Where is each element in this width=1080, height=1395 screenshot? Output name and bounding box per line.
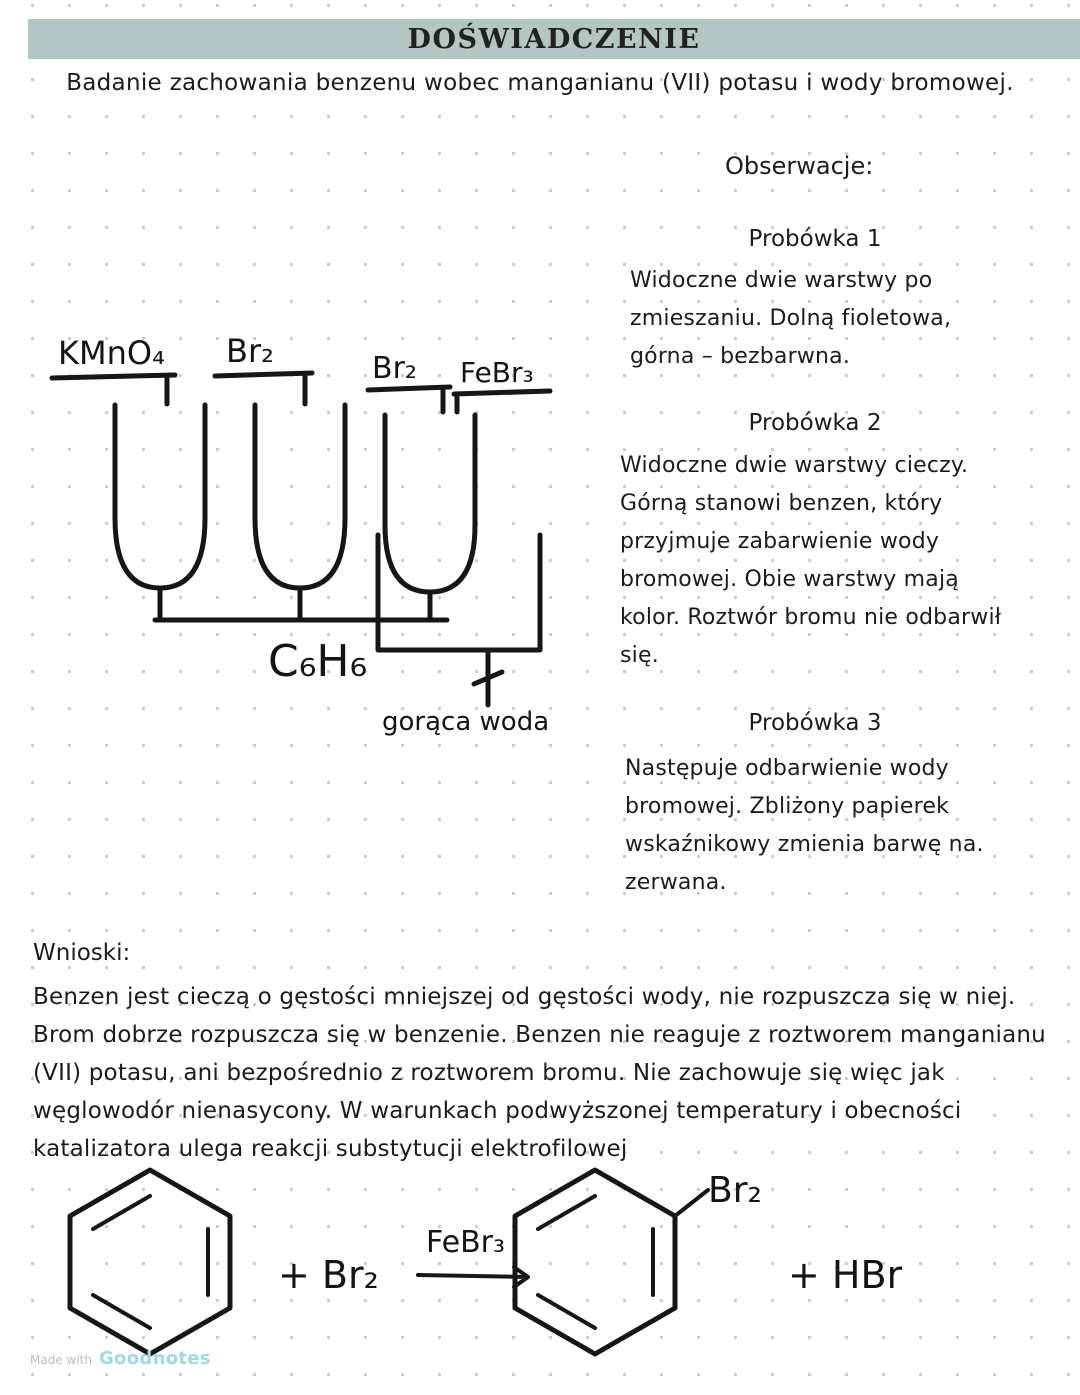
tube3-label-bracket: [368, 387, 450, 412]
goodnotes-watermark: [30, 1348, 211, 1369]
conclusions-title: Wnioski:: [33, 940, 131, 966]
experiment-subtitle: Badanie zachowania benzenu wobec manganianu (VII) potasu i wody bromowej.: [66, 70, 1014, 96]
benzene-label: C₆H₆: [268, 636, 368, 687]
test-tube-1: [115, 405, 205, 588]
watermark-brand: Goodnotes: [98, 1348, 211, 1369]
catalyst-label: FeBr₃: [460, 356, 534, 389]
observation-2-heading: Probówka 2: [748, 410, 882, 436]
substituent-label: Br₂: [708, 1170, 762, 1211]
tube3-reagent-label: Br₂: [372, 351, 417, 386]
catalyst-label-bracket: [454, 391, 550, 412]
arrow-catalyst-label: FeBr₃: [426, 1225, 506, 1260]
plus-hbr-label: + HBr: [788, 1253, 903, 1297]
observation-3-text: Następuje odbarwienie wody bromowej. Zbliżony papierek wskaźnikowy zmienia barwę na. zerwana.: [625, 756, 984, 895]
page-title: DOŚWIADCZENIE: [407, 23, 701, 55]
c6h6-bracket: [155, 588, 447, 620]
header-band: [28, 19, 1080, 59]
hot-water-label: gorąca woda: [382, 707, 550, 737]
plus-br2-label: + Br₂: [278, 1253, 379, 1297]
benzene-ring-product: [515, 1170, 762, 1354]
test-tube-2: [255, 405, 345, 588]
test-tube-3: [385, 415, 475, 592]
observation-1-text: Widoczne dwie warstwy po zmieszaniu. Dolną fioletowa, górna – bezbarwna.: [630, 268, 952, 369]
tube1-reagent-label: KMnO₄: [58, 334, 165, 372]
observation-3-heading: Probówka 3: [748, 710, 882, 736]
tube2-reagent-label: Br₂: [226, 332, 274, 370]
benzene-ring-reactant: [70, 1170, 230, 1354]
observation-1-heading: Probówka 1: [748, 226, 882, 252]
observation-2-text: Widoczne dwie warstwy cieczy. Górną stanowi benzen, który przyjmuje zabarwienie wody bromowej. Obie warstwy mają kolor. Roztwór bromu nie odbarwił się.: [620, 453, 1002, 668]
conclusions-text: Benzen jest cieczą o gęstości mniejszej od gęstości wody, nie rozpuszcza się w niej. Brom dobrze rozpuszcza się w benzenie. Benzen nie reaguje z roztworem manganianu (VII) potasu, ani bezpośrednio z roztworem bromu. Nie zachowuje się więc jak węglowodór nienasycony. W warunkach podwyższonej temperatury i obecności katalizatora ulega reakcji substytucji elektrofilowej: [33, 984, 1046, 1162]
watermark-prefix: Made with: [30, 1353, 92, 1367]
observations-title: Obserwacje:: [725, 152, 874, 180]
tube1-label-bracket: [52, 375, 175, 404]
tube2-label-bracket: [215, 373, 312, 404]
substituent-bond: [675, 1190, 708, 1216]
reaction-arrow: [418, 1225, 528, 1287]
test-tubes-diagram: [40, 320, 600, 740]
